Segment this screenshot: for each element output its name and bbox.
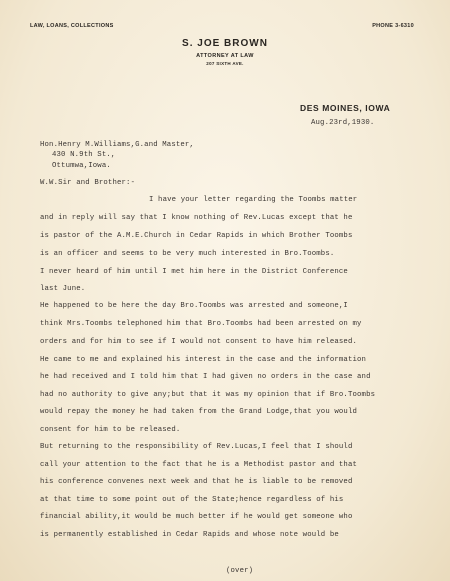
body-line: I never heard of him until I met him here in the District Conference [40,268,348,276]
body-line: had no authority to give any;but that it was my opinion that if Bro.Toombs [40,391,376,399]
body-line: financial ability,it would be much better if he would get someone who [40,513,353,521]
body-line: and in reply will say that I know nothing of Rev.Lucas except that he [40,214,353,222]
salutation: W.W.Sir and Brother:- [40,179,136,187]
inside-address-line: Ottumwa,Iowa. [52,162,111,170]
body-line: is an officer and seems to be very much interested in Bro.Toombs. [40,250,335,258]
letterhead-city: DES MOINES, IOWA [300,103,391,113]
inside-address-line: 430 N.9th St., [52,151,116,159]
letterhead-name: S. JOE BROWN [182,38,268,49]
body-line: he had received and I told him that I had given no orders in the case and [40,373,371,381]
body-line: He happened to be here the day Bro.Toombs was arrested and someone,I [40,302,348,310]
inside-address-line: Hon.Henry M.Williams,G.and Master, [40,141,194,149]
body-line: is pastor of the A.M.E.Church in Cedar Rapids in which Brother Toombs [40,232,353,240]
letterhead-phone: PHONE 3-6310 [372,23,414,29]
body-line: consent for him to be released. [40,426,181,434]
letter-date: Aug.23rd,1930. [311,119,375,127]
body-line: at that time to some point out of the State;hence regardless of his [40,496,344,504]
body-line: think Mrs.Toombs telephoned him that Bro.Toombs had been arrested on my [40,320,362,328]
letterhead-address: 207 SIXTH AVE. [206,61,244,66]
body-line: would repay the money he had taken from the Grand Lodge,that you would [40,408,358,416]
letterhead-services: LAW, LOANS, COLLECTIONS [30,23,114,29]
body-line: is permanently established in Cedar Rapids and whose note would be [40,531,339,539]
body-line: call your attention to the fact that he is a Methodist pastor and that [40,461,358,469]
letterhead-title: ATTORNEY AT LAW [196,53,254,59]
body-line: his conference convenes next week and that he is liable to be removed [40,478,353,486]
overleaf-note: (over) [226,567,254,575]
body-line: He came to me and explained his interest in the case and the information [40,356,367,364]
body-line: last June. [40,285,86,293]
body-line: But returning to the responsibility of Rev.Lucas,I feel that I should [40,443,353,451]
body-line: I have your letter regarding the Toombs matter [149,196,358,204]
body-line: orders and for him to see if I would not consent to have him released. [40,338,358,346]
